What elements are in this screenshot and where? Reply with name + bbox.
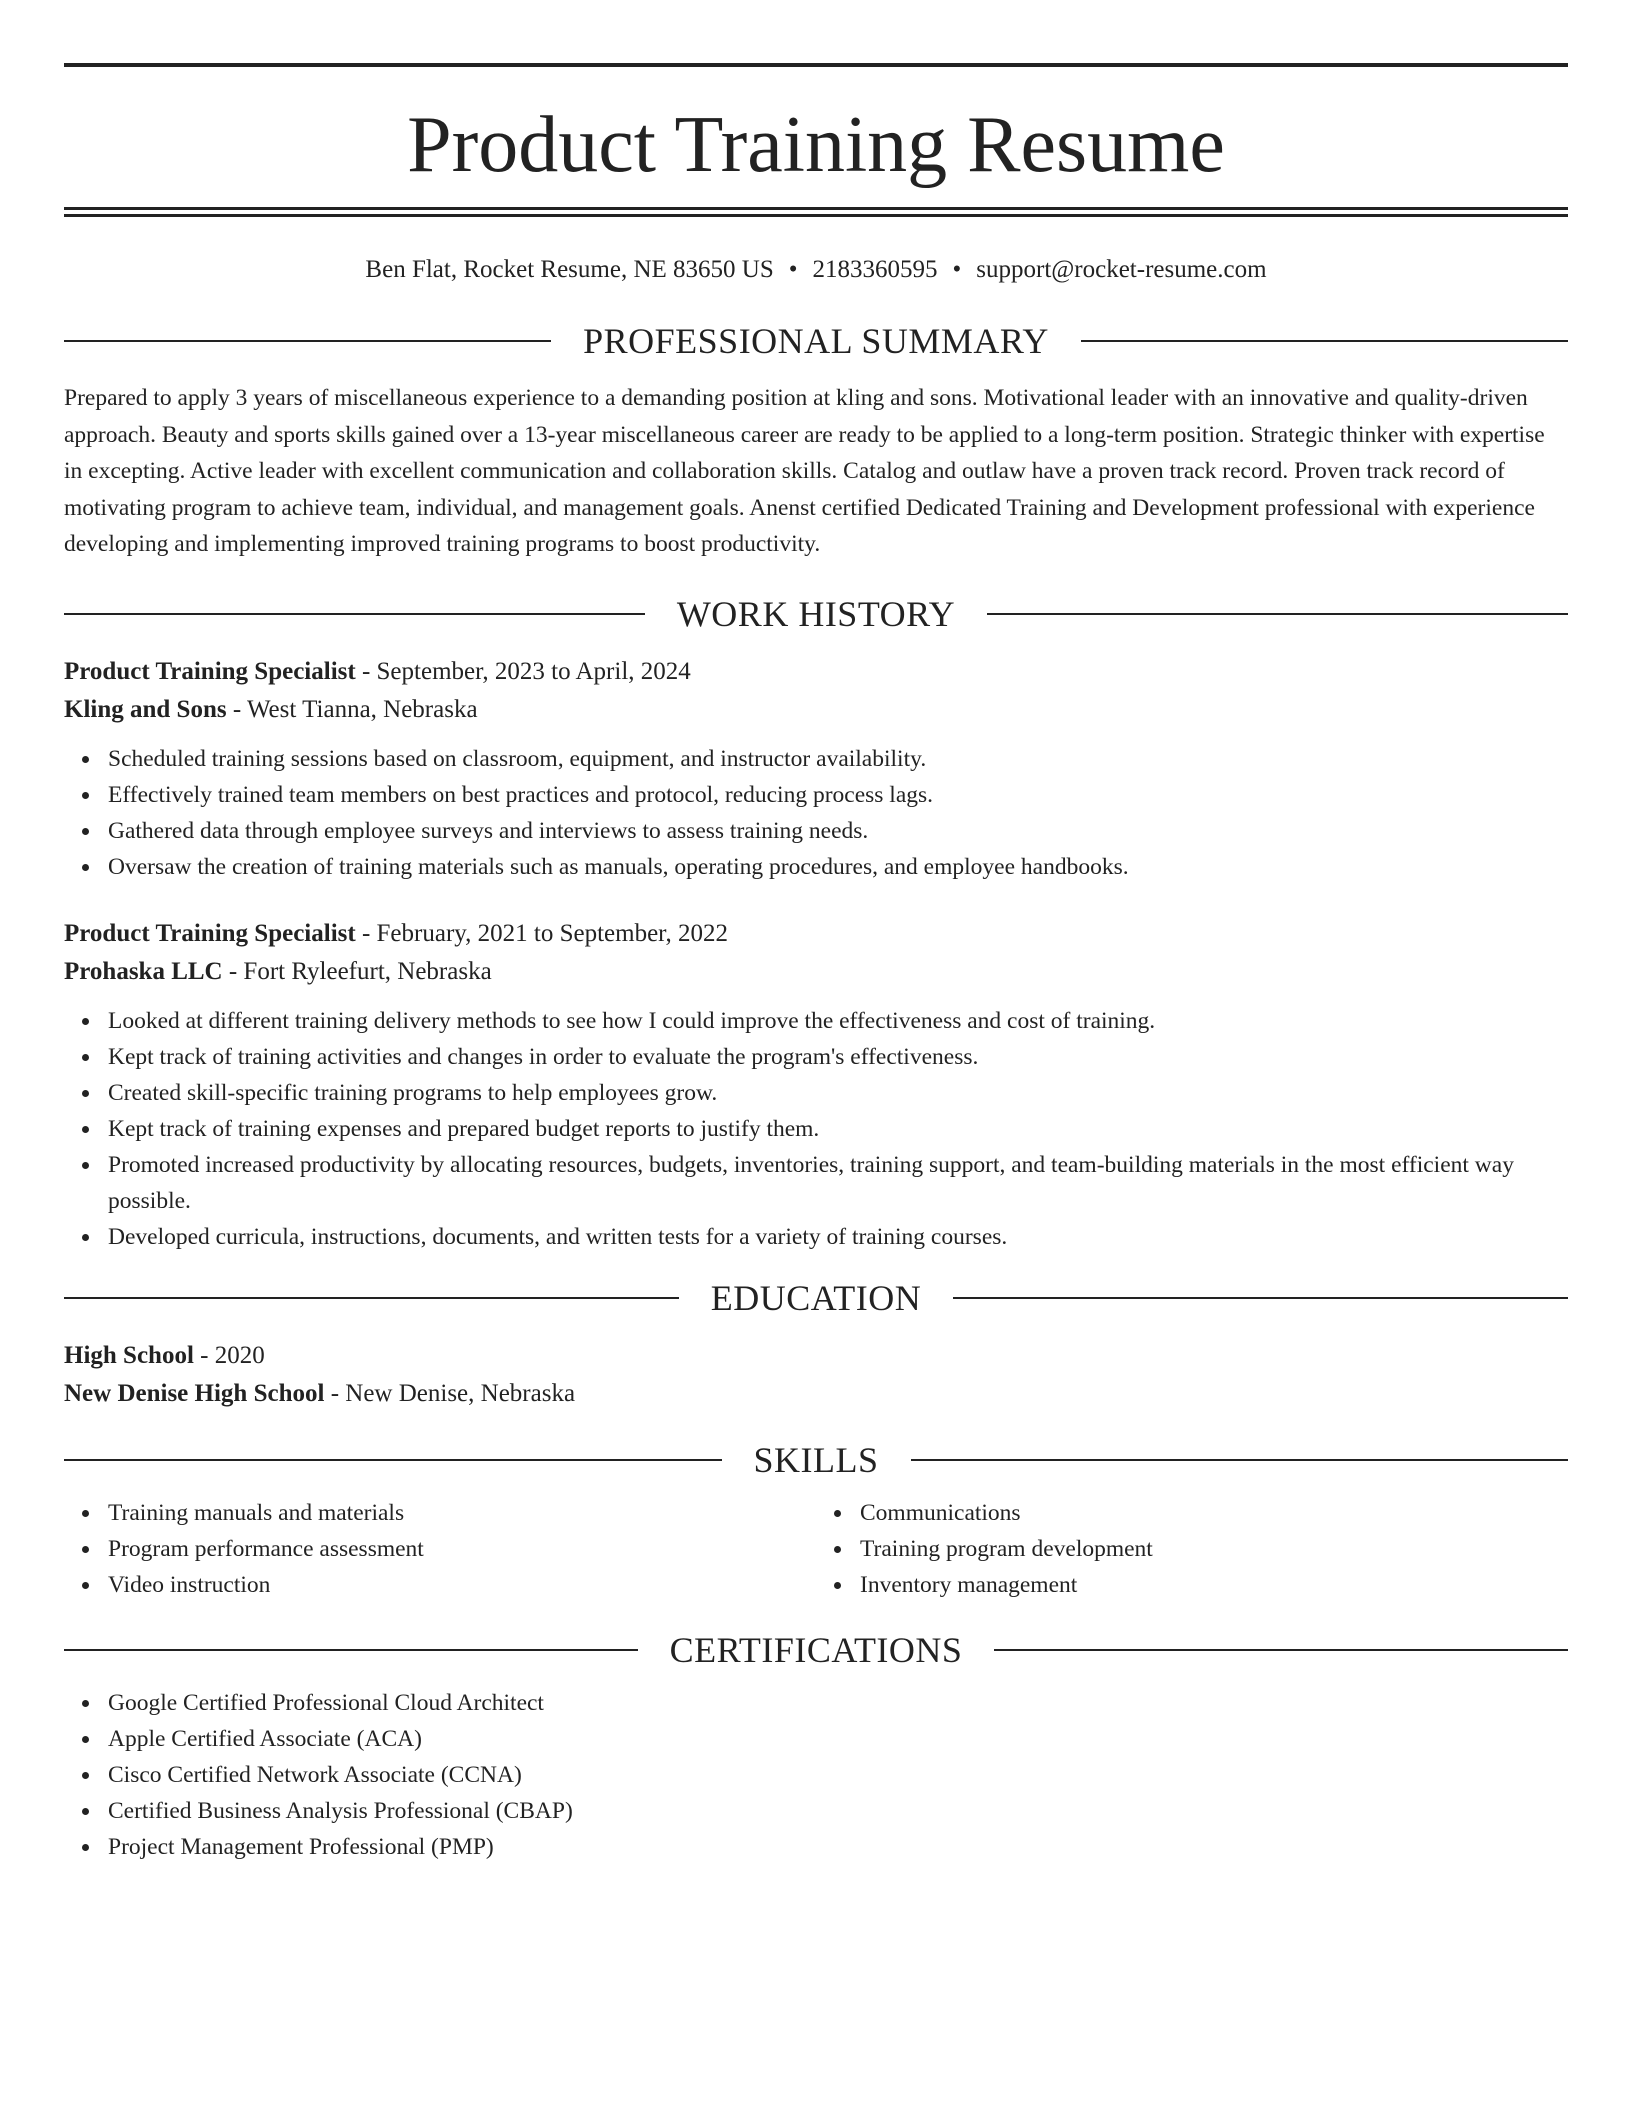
top-rule bbox=[64, 63, 1568, 67]
job-title: Product Training Specialist bbox=[64, 657, 356, 685]
education-school-line bbox=[64, 1375, 1568, 1413]
job-bullet: Kept track of training activities and changes in order to evaluate the program's effectiveness. bbox=[108, 1039, 1568, 1075]
heading-rule-left bbox=[64, 613, 645, 615]
job-title-line bbox=[64, 653, 1568, 691]
heading-rule-left bbox=[64, 1297, 679, 1299]
section-title: PROFESSIONAL SUMMARY bbox=[583, 321, 1049, 361]
skill-item: Training manuals and materials bbox=[108, 1495, 816, 1531]
heading-rule-right bbox=[953, 1297, 1568, 1299]
skills-grid bbox=[64, 1495, 1568, 1603]
job-bullet: Created skill-specific training programs to help employees grow. bbox=[108, 1075, 1568, 1111]
job-bullet: Scheduled training sessions based on classroom, equipment, and instructor availability. bbox=[108, 741, 1568, 777]
skill-item: Inventory management bbox=[860, 1567, 1568, 1603]
section-heading-education bbox=[64, 1273, 1568, 1323]
skills-column-left bbox=[64, 1495, 816, 1603]
heading-rule-left bbox=[64, 340, 551, 342]
education-degree-line bbox=[64, 1337, 1568, 1375]
job-bullet: Effectively trained team members on best practices and protocol, reducing process lags. bbox=[108, 777, 1568, 813]
job-bullet: Oversaw the creation of training materials such as manuals, operating procedures, and employee handbooks. bbox=[108, 849, 1568, 885]
section-heading-skills bbox=[64, 1435, 1568, 1485]
education-location: - New Denise, Nebraska bbox=[324, 1379, 576, 1407]
certification-item: Apple Certified Associate (ACA) bbox=[108, 1721, 1568, 1757]
resume-title: Product Training Resume bbox=[407, 101, 1225, 189]
contact-address: Ben Flat, Rocket Resume, NE 83650 US bbox=[365, 256, 774, 283]
section-heading-work-history bbox=[64, 589, 1568, 639]
skill-item: Video instruction bbox=[108, 1567, 816, 1603]
heading-rule-left bbox=[64, 1649, 638, 1651]
professional-summary-text: Prepared to apply 3 years of miscellaneous experience to a demanding position at kling and sons. Motivational leader with an innovative and quality-driven approach. Beauty and sports skills gained over a 13-year miscellaneous career are ready to be applied to a long-term position. Strategic thinker with expertise in excepting. Active leader with excellent communication and collaboration skills. Catalog and outlaw have a proven track record. Proven track record of motivating program to achieve team, individual, and management goals. Anenst certified Dedicated Training and Development professional with experience developing and implementing improved training programs to boost productivity. bbox=[64, 385, 1545, 557]
section-title: WORK HISTORY bbox=[676, 593, 956, 634]
job-dates: - February, 2021 to September, 2022 bbox=[355, 919, 729, 947]
section-heading-summary bbox=[64, 316, 1568, 366]
contact-separator: • bbox=[788, 256, 798, 283]
skill-item: Program performance assessment bbox=[108, 1531, 816, 1567]
job-entry bbox=[64, 653, 1568, 885]
certification-item: Certified Business Analysis Professional (CBAP) bbox=[108, 1793, 1568, 1829]
job-company: Kling and Sons bbox=[64, 695, 227, 723]
certification-item: Project Management Professional (PMP) bbox=[108, 1829, 1568, 1865]
heading-rule-right bbox=[987, 613, 1568, 615]
section-title: CERTIFICATIONS bbox=[669, 1629, 963, 1670]
section-title: EDUCATION bbox=[710, 1277, 922, 1318]
contact-line bbox=[64, 254, 1568, 286]
education-entry bbox=[64, 1337, 1568, 1413]
heading-rule-left bbox=[64, 1459, 722, 1461]
job-title: Product Training Specialist bbox=[64, 919, 356, 947]
contact-email: support@rocket-resume.com bbox=[976, 256, 1267, 283]
job-bullet: Promoted increased productivity by allocating resources, budgets, inventories, training support, and team-building materials in the most efficient way possible. bbox=[108, 1147, 1568, 1219]
education-school: New Denise High School bbox=[64, 1379, 325, 1407]
skills-column-right bbox=[816, 1495, 1568, 1603]
job-company-line bbox=[64, 953, 1568, 991]
job-bullet: Gathered data through employee surveys and interviews to assess training needs. bbox=[108, 813, 1568, 849]
certifications-block bbox=[64, 1685, 1568, 1865]
education-year: - 2020 bbox=[193, 1341, 265, 1369]
skill-item: Training program development bbox=[860, 1531, 1568, 1567]
certifications-list bbox=[64, 1685, 1568, 1865]
job-company: Prohaska LLC bbox=[64, 957, 223, 985]
certification-item: Google Certified Professional Cloud Architect bbox=[108, 1685, 1568, 1721]
section-heading-certifications bbox=[64, 1625, 1568, 1675]
job-bullet: Developed curricula, instructions, documents, and written tests for a variety of training courses. bbox=[108, 1219, 1568, 1255]
job-dates: - September, 2023 to April, 2024 bbox=[355, 657, 691, 685]
heading-rule-right bbox=[1081, 340, 1568, 342]
job-bullets bbox=[64, 741, 1568, 885]
job-company-line bbox=[64, 691, 1568, 729]
certification-item: Cisco Certified Network Associate (CCNA) bbox=[108, 1757, 1568, 1793]
heading-rule-right bbox=[994, 1649, 1568, 1651]
contact-separator: • bbox=[952, 256, 962, 283]
job-bullet: Kept track of training expenses and prepared budget reports to justify them. bbox=[108, 1111, 1568, 1147]
job-title-line bbox=[64, 915, 1568, 953]
section-title: SKILLS bbox=[753, 1439, 879, 1480]
job-location: - West Tianna, Nebraska bbox=[226, 695, 478, 723]
job-location: - Fort Ryleefurt, Nebraska bbox=[222, 957, 492, 985]
heading-rule-right bbox=[911, 1459, 1569, 1461]
job-bullets bbox=[64, 1003, 1568, 1255]
job-entry bbox=[64, 915, 1568, 1255]
skill-item: Communications bbox=[860, 1495, 1568, 1531]
education-degree: High School bbox=[64, 1341, 194, 1369]
job-bullet: Looked at different training delivery methods to see how I could improve the effectiveness and cost of training. bbox=[108, 1003, 1568, 1039]
title-double-rule bbox=[64, 207, 1568, 217]
contact-phone: 2183360595 bbox=[812, 256, 938, 283]
